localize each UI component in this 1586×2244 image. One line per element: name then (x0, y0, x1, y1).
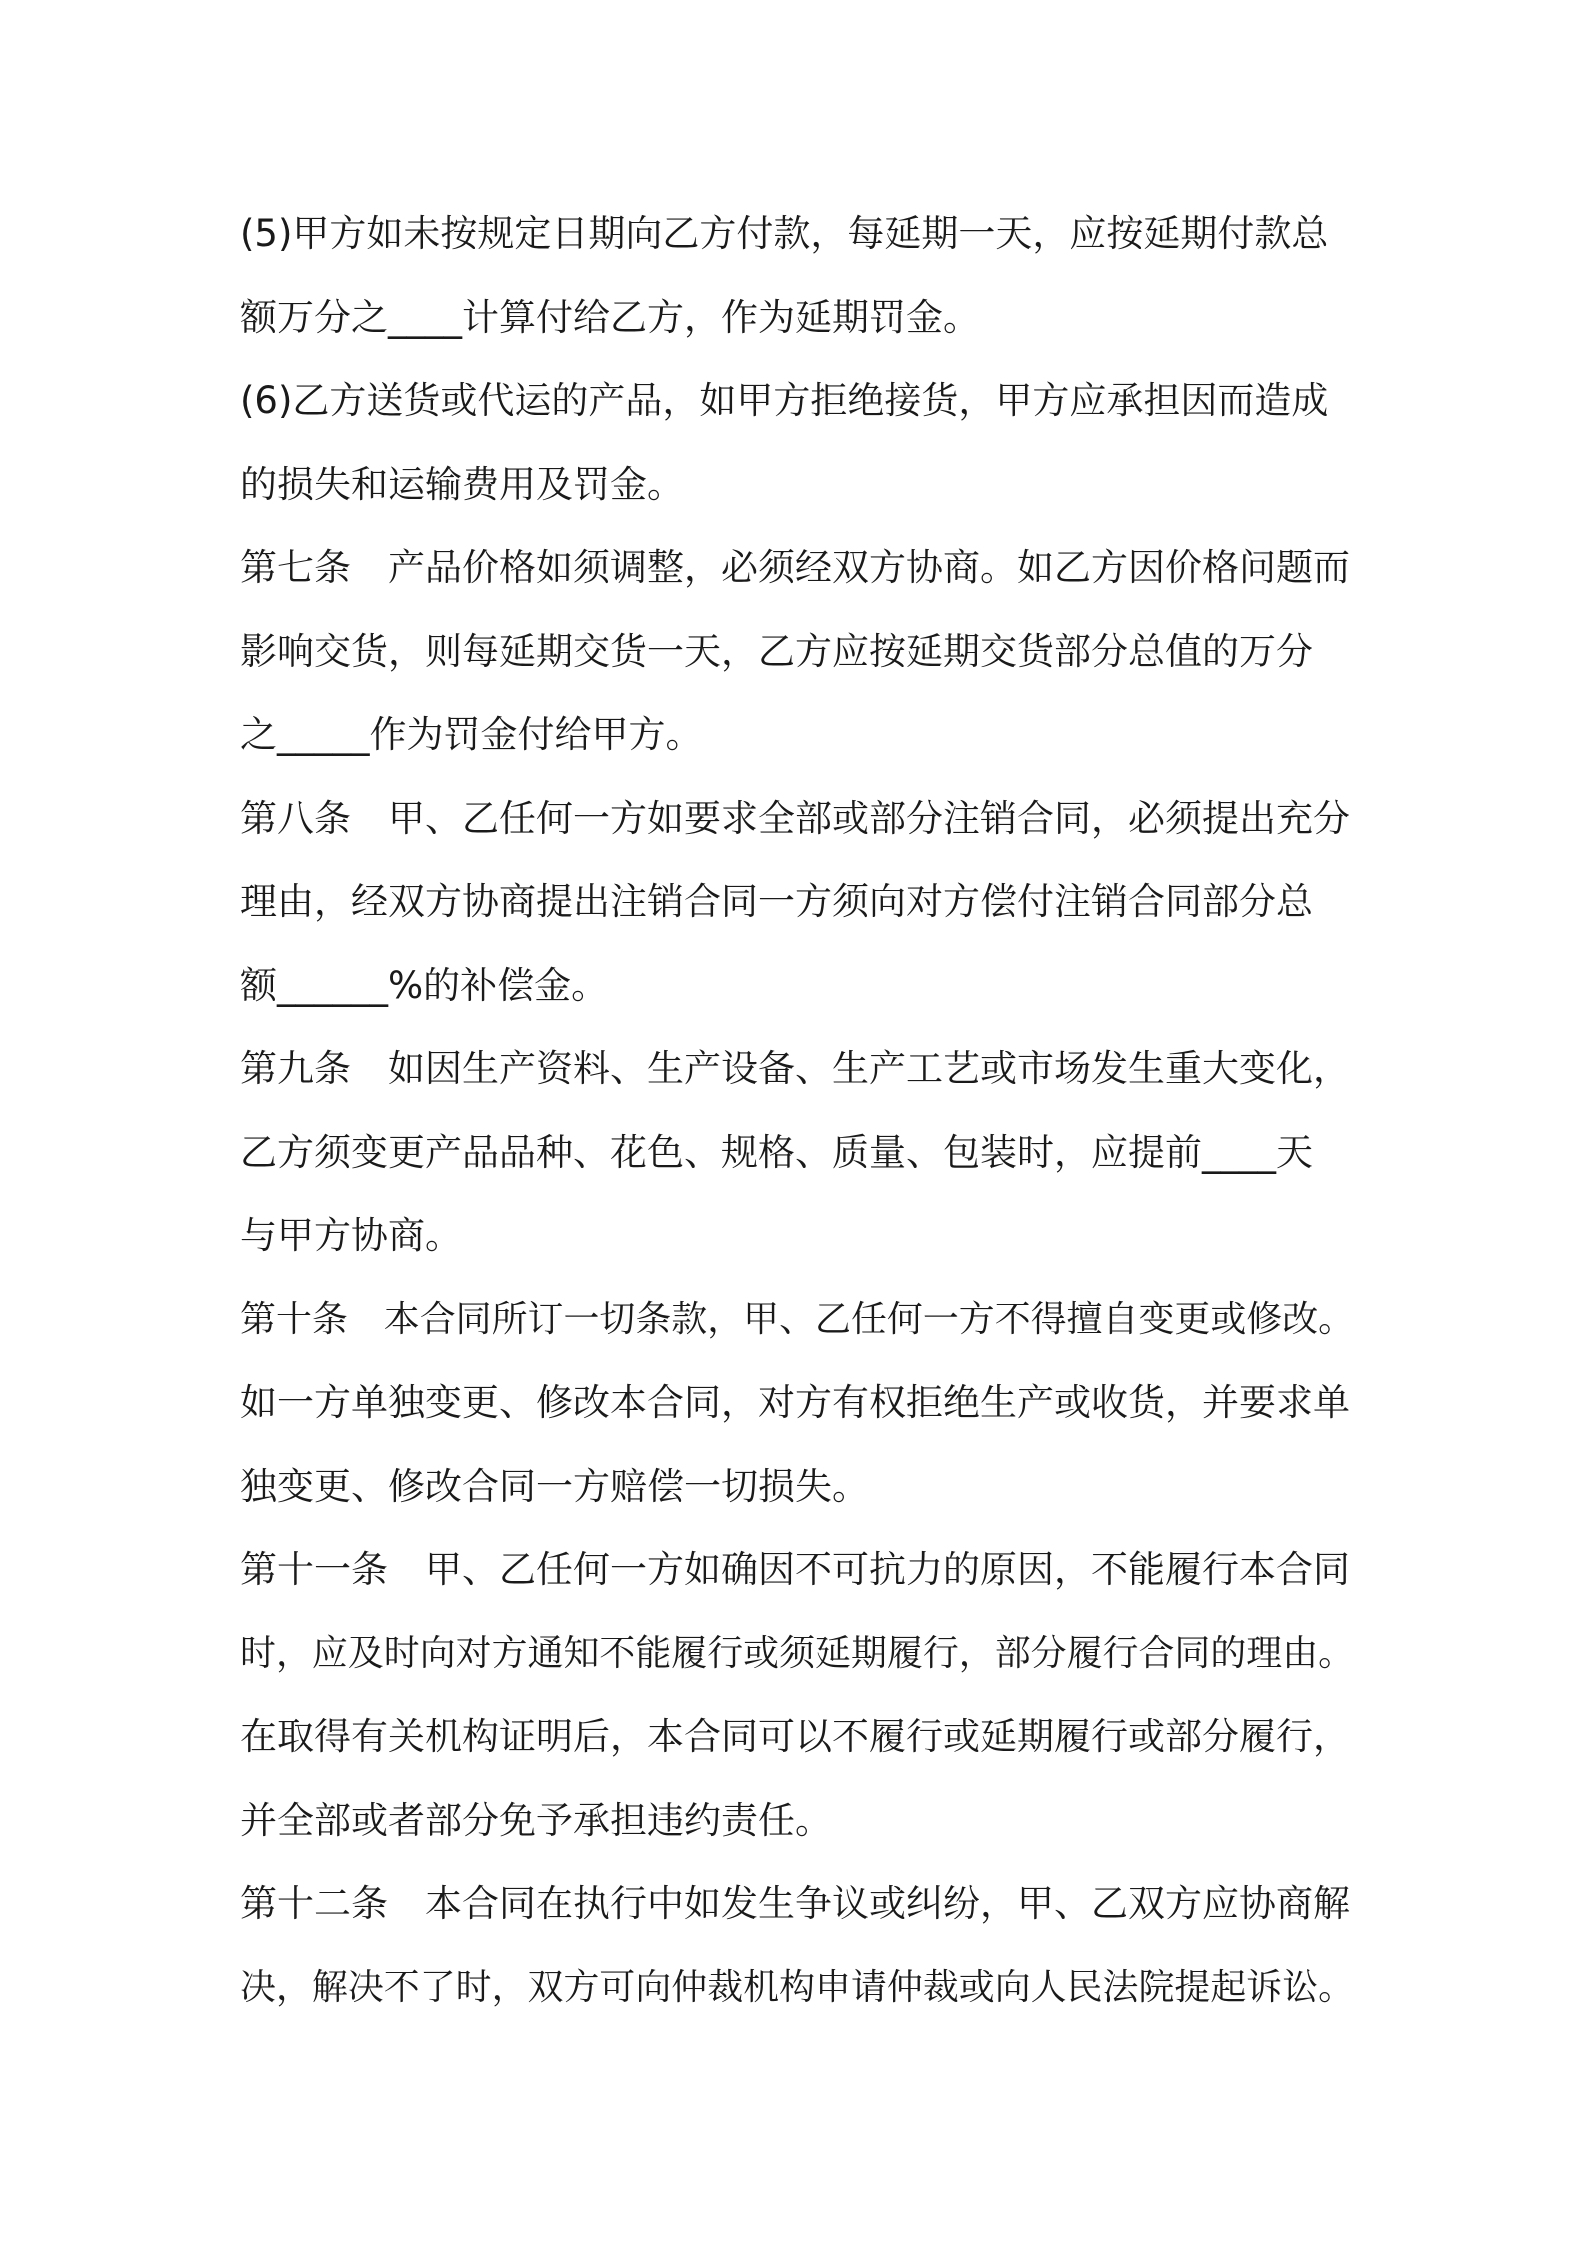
article-11-line-3: 在取得有关机构证明后，本合同可以不履行或延期履行或部分履行， (240, 1715, 1350, 1758)
article-10-line-1: 第十条 本合同所订一切条款，甲、乙任何一方不得擅自变更或修改。 (240, 1298, 1355, 1340)
article-7-line-2: 影响交货，则每延期交货一天，乙方应按延期交货部分总值的万分 (240, 629, 1313, 673)
article-12-line-2: 决，解决不了时，双方可向仲裁机构申请仲裁或向人民法院提起诉讼。 (240, 1966, 1355, 2008)
article-11-line-2: 时，应及时向对方通知不能履行或须延期履行，部分履行合同的理由。 (240, 1632, 1355, 1674)
article-11-line-1: 第十一条 甲、乙任何一方如确因不可抗力的原因，不能履行本合同 (240, 1548, 1350, 1591)
article-7-line-1: 第七条 产品价格如须调整，必须经双方协商。如乙方因价格问题而 (240, 546, 1350, 589)
article-9-line-3: 与甲方协商。 (240, 1214, 462, 1257)
article-8-line-2: 理由，经双方协商提出注销合同一方须向对方偿付注销合同部分总 (240, 880, 1313, 923)
clause-5-line-1: (5)甲方如未按规定日期向乙方付款，每延期一天，应按延期付款总 (240, 212, 1329, 255)
clause-6-line-1: (6)乙方送货或代运的产品，如甲方拒绝接货，甲方应承担因而造成 (240, 379, 1329, 422)
article-9-line-1: 第九条 如因生产资料、生产设备、生产工艺或市场发生重大变化， (240, 1047, 1350, 1090)
article-7-line-3: 之_____作为罚金付给甲方。 (240, 713, 703, 756)
article-11-line-4: 并全部或者部分免予承担违约责任。 (240, 1798, 832, 1842)
clause-5-line-2: 额万分之____计算付给乙方，作为延期罚金。 (240, 295, 980, 339)
article-8-line-3: 额______%的补偿金。 (240, 963, 609, 1007)
article-10-line-3: 独变更、修改合同一方赔偿一切损失。 (240, 1464, 869, 1508)
contract-page (240, 192, 1360, 2029)
article-9-line-2: 乙方须变更产品品种、花色、规格、质量、包装时，应提前____天 (240, 1130, 1313, 1174)
clause-6-line-2: 的损失和运输费用及罚金。 (240, 462, 684, 506)
article-8-line-1: 第八条 甲、乙任何一方如要求全部或部分注销合同，必须提出充分 (240, 796, 1350, 840)
article-10-line-2: 如一方单独变更、修改本合同，对方有权拒绝生产或收货，并要求单 (240, 1381, 1350, 1424)
article-12-line-1: 第十二条 本合同在执行中如发生争议或纠纷，甲、乙双方应协商解 (240, 1882, 1350, 1925)
